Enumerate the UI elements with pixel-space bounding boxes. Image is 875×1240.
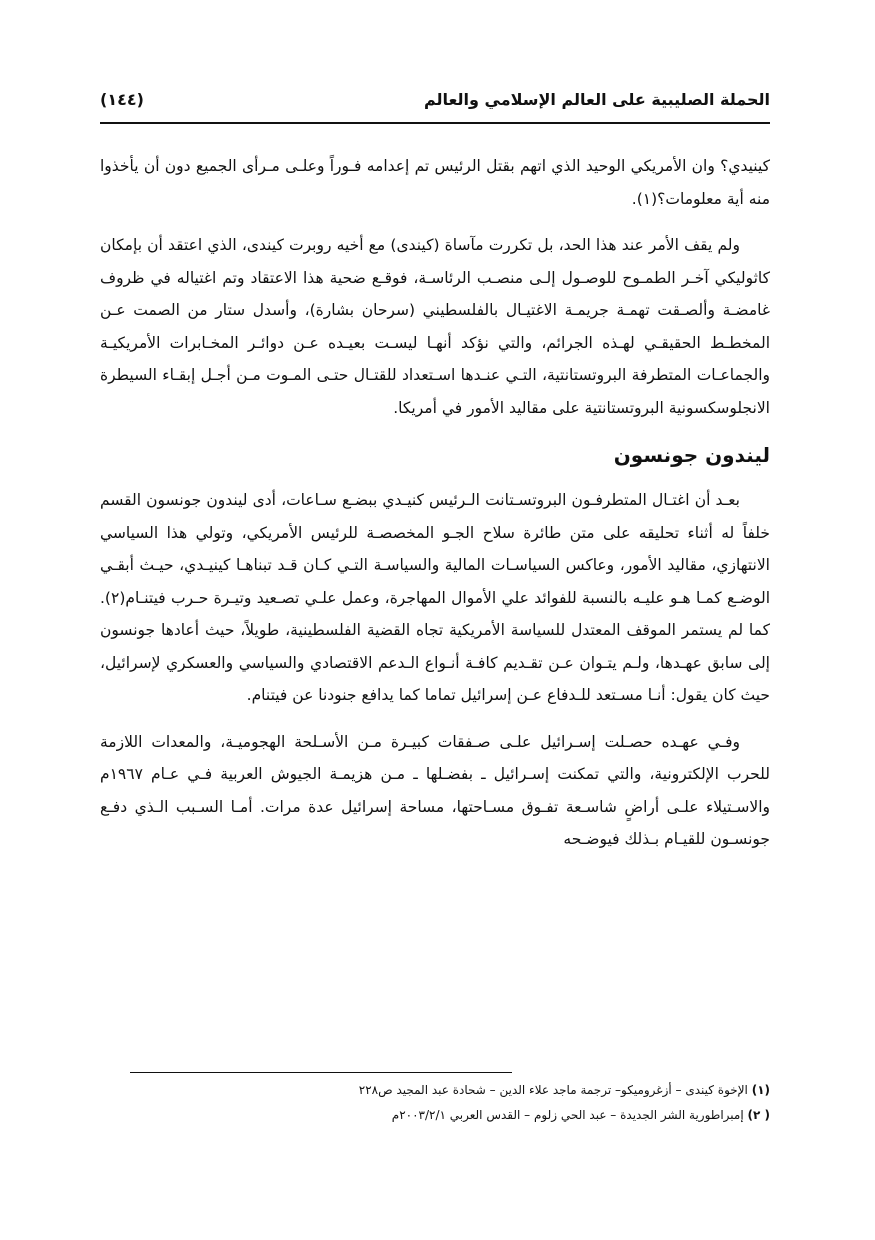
- footnote-text: إمبراطورية الشر الجديدة – عبد الحي زلوم – القدس العربي ٢٠٠٣/٢/١م: [391, 1108, 744, 1122]
- section-heading: ليندون جونسون: [613, 443, 770, 467]
- paragraph-4: وفـي عهـده حصـلت إسـرائيل علـى صـفقات كبيـرة مـن الأسـلحة الهجوميـة، والمعدات اللازمة للحرب الإلكترونية، والتي تمكنت إسـرائيل ـ بفضـلها ـ مـن هزيمـة الجيوش العربية فـي عـام ١٩٦٧م والاسـتيلاء علـى أراضٍ شاسـعة تفـوق مسـاحتها، مساحة إسرائيل عدة مرات. أمـا السـبب الـذي دفـع جونسـون للقيـام بـذلك فيوضـحه: [100, 732, 770, 848]
- footnote-text: الإخوة كيندى – أزغروميكو– ترجمة ماجد علاء الدين – شحادة عبد المجيد ص٢٢٨: [358, 1083, 748, 1097]
- running-title: الحملة الصليبية على العالم الإسلامي والعالم: [423, 90, 770, 109]
- paragraph-3: بعـد أن اغتـال المتطرفـون البروتسـتانت الـرئيس كنيـدي ببضـع سـاعات، أدى ليندون جونسون القسم خلفاً له أثناء تحليقه على متن طائرة سلاح الجـو المخصصـة للرئيس الأمريكي، وتولي هذا السياسي الانتهازي، مقاليد الأمور، وعاكس السياسـات المالية والسياسـة التـي كـان قـد تبناهـا كينيـدي، حيـث أبقـي الوضـع كمـا هـو عليـه بالنسبة للفوائد علي الأموال المهاجرة، وعمل علـي تصـعيد وتيـرة حـرب فيتنـام(٢). كما لم يستمر الموقف المعتدل للسياسة الأمريكية تجاه القضية الفلسطينية، طويلاً، حيث أعادها جونسون إلى سابق عهـدها، ولـم يتـوان عـن تقـديم كافـة أنـواع الـدعم الاقتصادي والسياسي والعسكري لإسرائيل، حيث كان يقول: أنـا مسـتعد للـدفاع عـن إسرائيل تماما كما يدافع جنودنا عن فيتنام.: [100, 491, 770, 704]
- footnotes: [100, 1078, 770, 1128]
- page-number: (١٤٤): [100, 90, 144, 109]
- footnote-2: [100, 1103, 770, 1128]
- body-text: [100, 150, 770, 870]
- paragraph-2: ولم يقف الأمر عند هذا الحد، بل تكررت مآساة (كيندى) مع أخيه روبرت كيندى، الذي اعتقد أن بإمكان كاثوليكي آخـر الطمـوح للوصـول إلـى منصـب الرئاسـة، فوقـع ضحية هذا الاعتقاد وتم اغتياله في ظروف غامضـة وألصـقت تهمـة جريمـة الاغتيـال بالفلسطيني (سرحان بشارة)، وأسدل ستار من الصمت عـن المخطـط الحقيقـي لهـذه الجرائم، والتي نؤكد أنهـا ليسـت بعيـده عـن دوائـر المخـابرات الأمريكيـة والجماعـات المتطرفة البروتستانتية، التـي عنـدها اسـتعداد للقتـال حتـى المـوت مـن أجـل إبقـاء السيطرة الانجلوسكسونية البروتستانتية على مقاليد الأمور في أمريكا.: [100, 236, 770, 417]
- paragraph-1: كينيدي؟ وان الأمريكي الوحيد الذي اتهم بقتل الرئيس تم إعدامه فـوراً وعلـى مـرأى الجميع دون أن يأخذوا منه أية معلومات؟(١).: [100, 157, 770, 208]
- footnote-1: [100, 1078, 770, 1103]
- page-header: [100, 88, 770, 124]
- footnote-divider: [130, 1072, 512, 1073]
- footnote-number: (١): [751, 1083, 770, 1097]
- footnote-number: ( ٢): [747, 1108, 770, 1122]
